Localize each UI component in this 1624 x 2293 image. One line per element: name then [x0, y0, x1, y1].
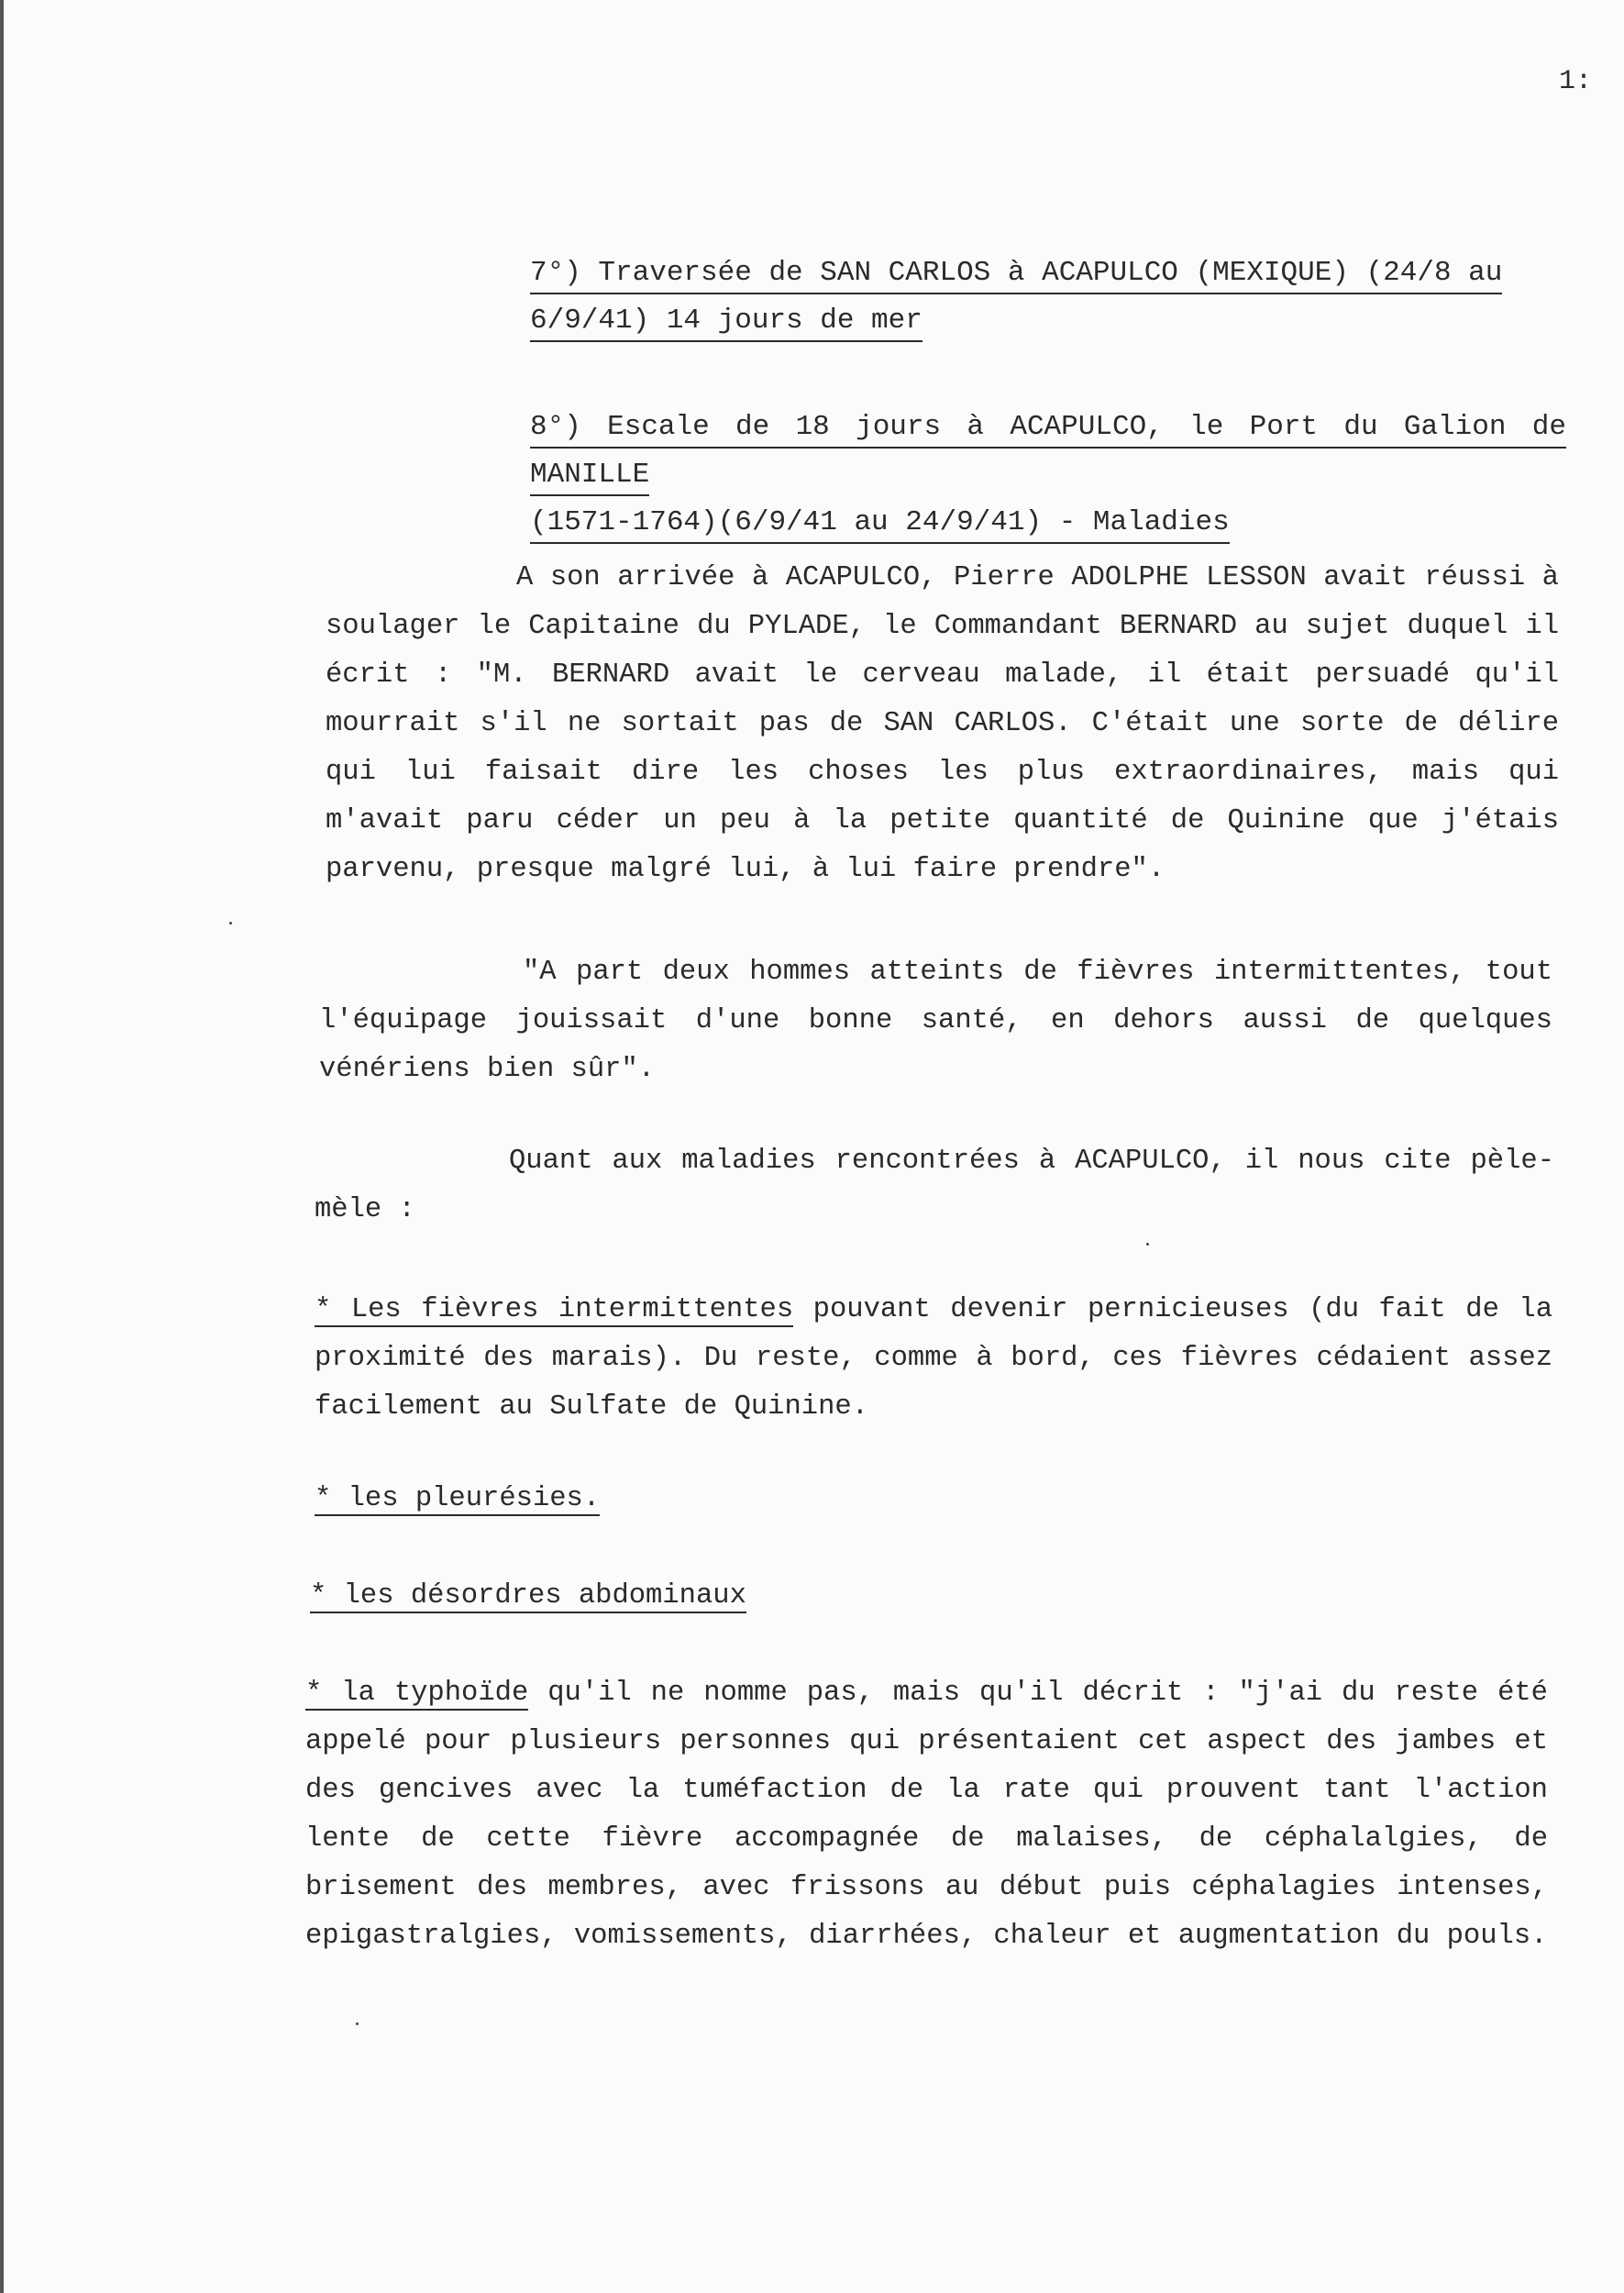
binding-edge — [0, 0, 4, 2293]
paragraph-maladies-intro: Quant aux maladies rencontrées à ACAPULCO, il nous cite pèle-mèle : — [315, 1146, 1554, 1225]
scan-speck — [1146, 1243, 1149, 1246]
item-fievres — [315, 1286, 1552, 1432]
item-pleuresies-label: * les pleurésies. — [315, 1483, 601, 1514]
scan-speck — [356, 2022, 359, 2025]
heading-7-line-2: 6/9/41) 14 jours de mer — [530, 297, 1566, 345]
heading-8-line-1: 8°) Escale de 18 jours à ACAPULCO, le Port du Galion de MANILLE — [530, 404, 1566, 499]
item-typhoide-label: * la typhoïde — [305, 1678, 529, 1709]
item-fievres-label: * Les fièvres intermittentes — [315, 1294, 794, 1325]
item-desordres — [310, 1572, 1539, 1621]
item-desordres-label: * les désordres abdominaux — [310, 1580, 746, 1612]
section-heading-7 — [530, 249, 1566, 345]
paragraph-arrival: A son arrivée à ACAPULCO, Pierre ADOLPHE LESSON avait réussi à soulager le Capitaine du PYLADE, le Commandant BERNARD au sujet duquel il écrit : "M. BERNARD avait le cerveau malade, il était persuadé qu'il mourrait s'il ne sortait pas de SAN CARLOS. C'était une sorte de délire qui lui faisait dire les choses les plus extraordinaires, mais qui m'avait paru céder un peu à la petite quantité de Quinine que j'étais parvenu, presque malgré lui, à lui faire prendre". — [326, 562, 1559, 885]
item-fievres-text: pouvant devenir pernicieuses (du fait de la proximité des marais). Du reste, comme à bord, ces fièvres cédaient assez facilement au Sulfate de Quinine. — [315, 1294, 1552, 1423]
heading-7-line-1: 7°) Traversée de SAN CARLOS à ACAPULCO (MEXIQUE) (24/8 au — [530, 249, 1566, 297]
item-typhoide-text: qu'il ne nomme pas, mais qu'il décrit : "j'ai du reste été appelé pour plusieurs personnes qui présentaient cet aspect des jambes et des gencives avec la tuméfaction de la rate qui prouvent tant l'action lente de cette fièvre accompagnée de malaises, de céphalalgies, de brisement des membres, avec frissons au début puis céphalagies intenses, epigastralgies, vomissements, diarrhées, chaleur et augmentation du pouls. — [305, 1678, 1548, 1952]
item-pleuresies — [315, 1475, 1543, 1523]
section-heading-8 — [530, 404, 1566, 547]
heading-8-line-2: (1571-1764)(6/9/41 au 24/9/41) - Maladies — [530, 499, 1566, 547]
item-typhoide — [305, 1669, 1548, 1961]
scan-speck — [229, 922, 232, 925]
paragraph-equipage: "A part deux hommes atteints de fièvres intermittentes, tout l'équipage jouissait d'une bonne santé, en dehors aussi de quelques vénériens bien sûr". — [319, 957, 1552, 1085]
page-number: 1: — [1559, 66, 1593, 97]
